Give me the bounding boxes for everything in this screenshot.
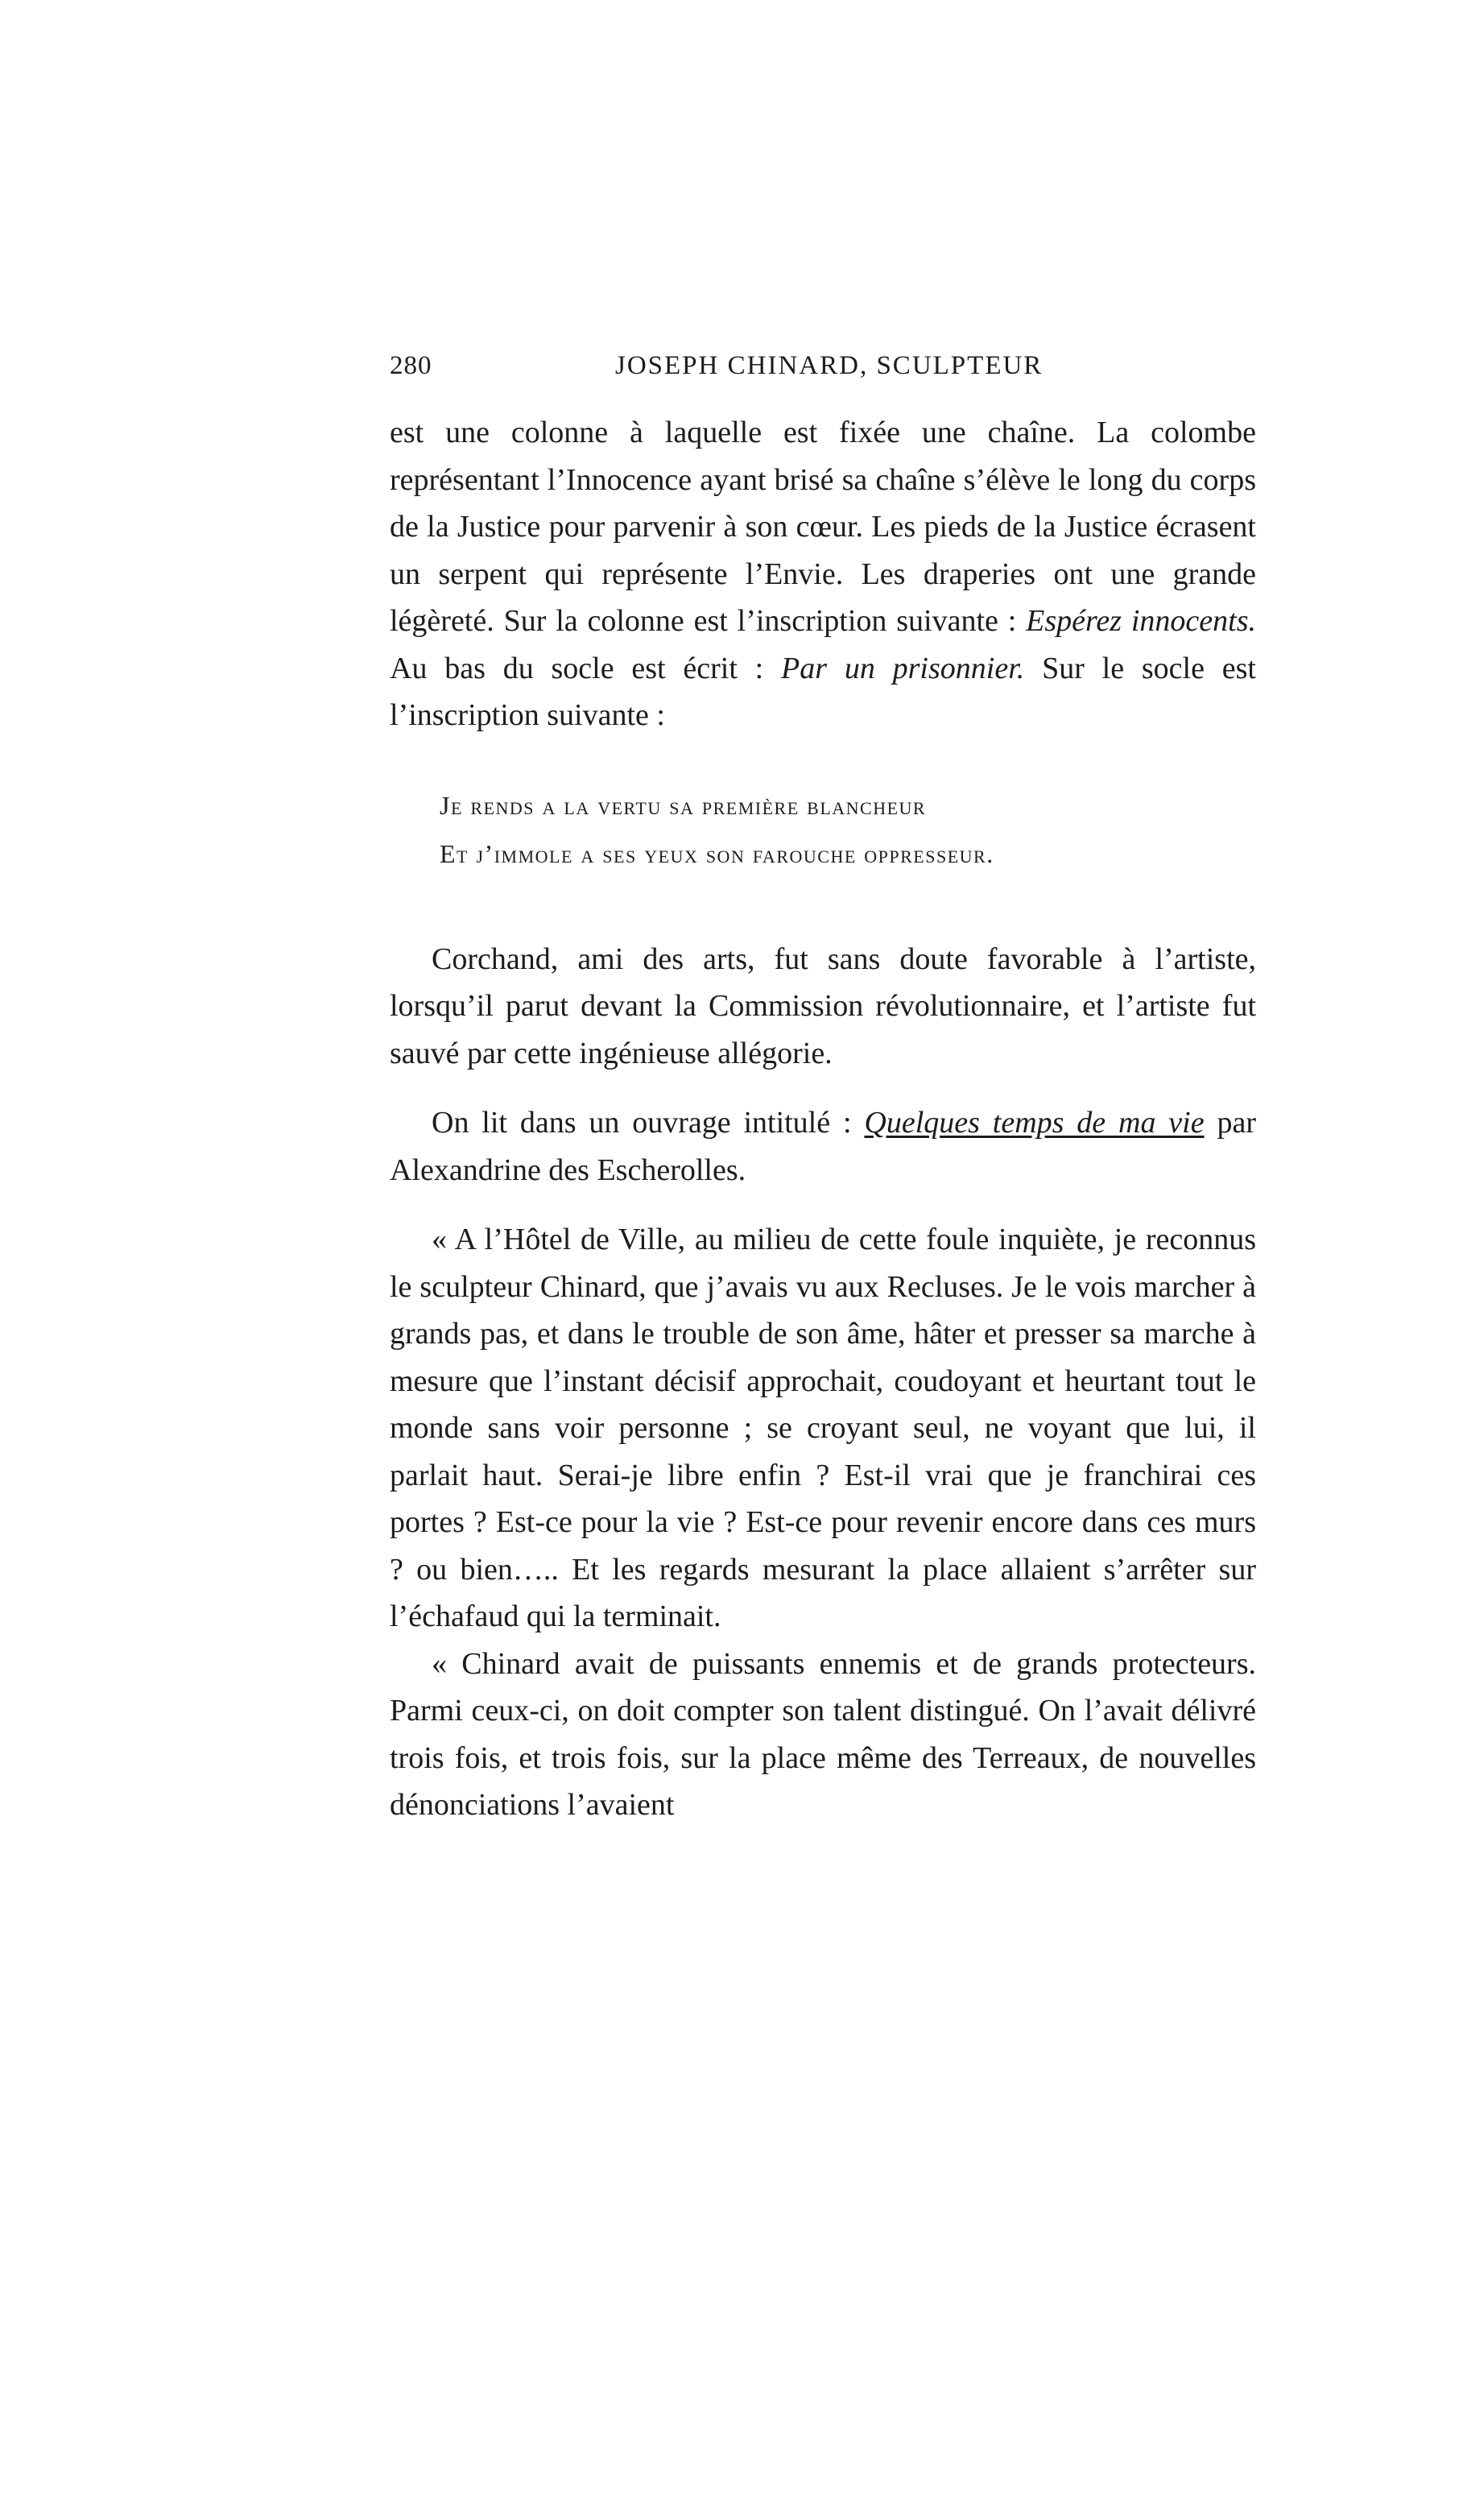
paragraph-text: Sur le socle est l’inscription suivante :: [390, 651, 1256, 732]
verse-line-2: Et j’immole a ses yeux son farouche oppresseur.: [440, 838, 994, 868]
paragraph-text: Au bas du socle est écrit :: [390, 651, 782, 685]
inscription-verse: [440, 781, 1256, 878]
paragraph-statue-description: [390, 409, 1256, 739]
paragraph-text: par Alexandrine des Escherolles.: [390, 1106, 1256, 1187]
verse-line-1: Je rends a la vertu sa première blancheur: [440, 790, 927, 820]
paragraph-text: est une colonne à laquelle est fixée une chaîne. La colombe représentant l’Innocence ayant brisé sa chaîne s’élève le long du corps de la Justice pour parvenir à son cœur. Les pieds de la Justice écrasent un serpent qui représente l’Envie. Les draperies ont une grande légèreté. Sur la colonne est l’inscription suivante :: [390, 416, 1256, 638]
running-title: JOSEPH CHINARD, SCULPTEUR: [615, 351, 1044, 380]
page-number: 280: [390, 351, 432, 380]
book-title-italic: Quelques temps de ma vie: [864, 1106, 1205, 1140]
paragraph-quote-hotel-de-ville: « A l’Hôtel de Ville, au milieu de cette foule inquiète, je reconnus le sculpteur Chinard, que j’avais vu aux Recluses. Je le vois marcher à grands pas, et dans le trouble de son âme, hâter et presser sa marche à mesure que l’instant décisif approchait, coudoyant et heurtant tout le monde sans voir personne ; se croyant seul, ne voyant que lui, il parlait haut. Serai-je libre enfin ? Est-il vrai que je franchirai ces portes ? Est-ce pour la vie ? Est-ce pour revenir encore dans ces murs ? ou bien….. Et les regards mesurant la place allaient s’arrêter sur l’échafaud qui la terminait.: [390, 1223, 1256, 1633]
paragraph-quote-chinard: « Chinard avait de puissants ennemis et de grands protecteurs. Parmi ceux-ci, on doit compter son talent distingué. On l’avait délivré trois fois, et trois fois, sur la place même des Terreaux, de nouvelles dénonciations l’avaient: [390, 1646, 1256, 1822]
paragraph-corchand: Corchand, ami des arts, fut sans doute favorable à l’artiste, lorsqu’il parut devant la Commission révolutionnaire, et l’artiste fut sauvé par cette ingénieuse allégorie.: [390, 941, 1256, 1070]
paragraph-text: On lit dans un ouvrage intitulé :: [432, 1106, 865, 1140]
page-header: [390, 351, 1256, 399]
inscription-italic: Espérez innocents.: [1026, 604, 1256, 638]
page-body: [390, 409, 1256, 1829]
socle-italic: Par un prisonnier.: [781, 651, 1025, 685]
paragraph-citation: [390, 1099, 1256, 1194]
